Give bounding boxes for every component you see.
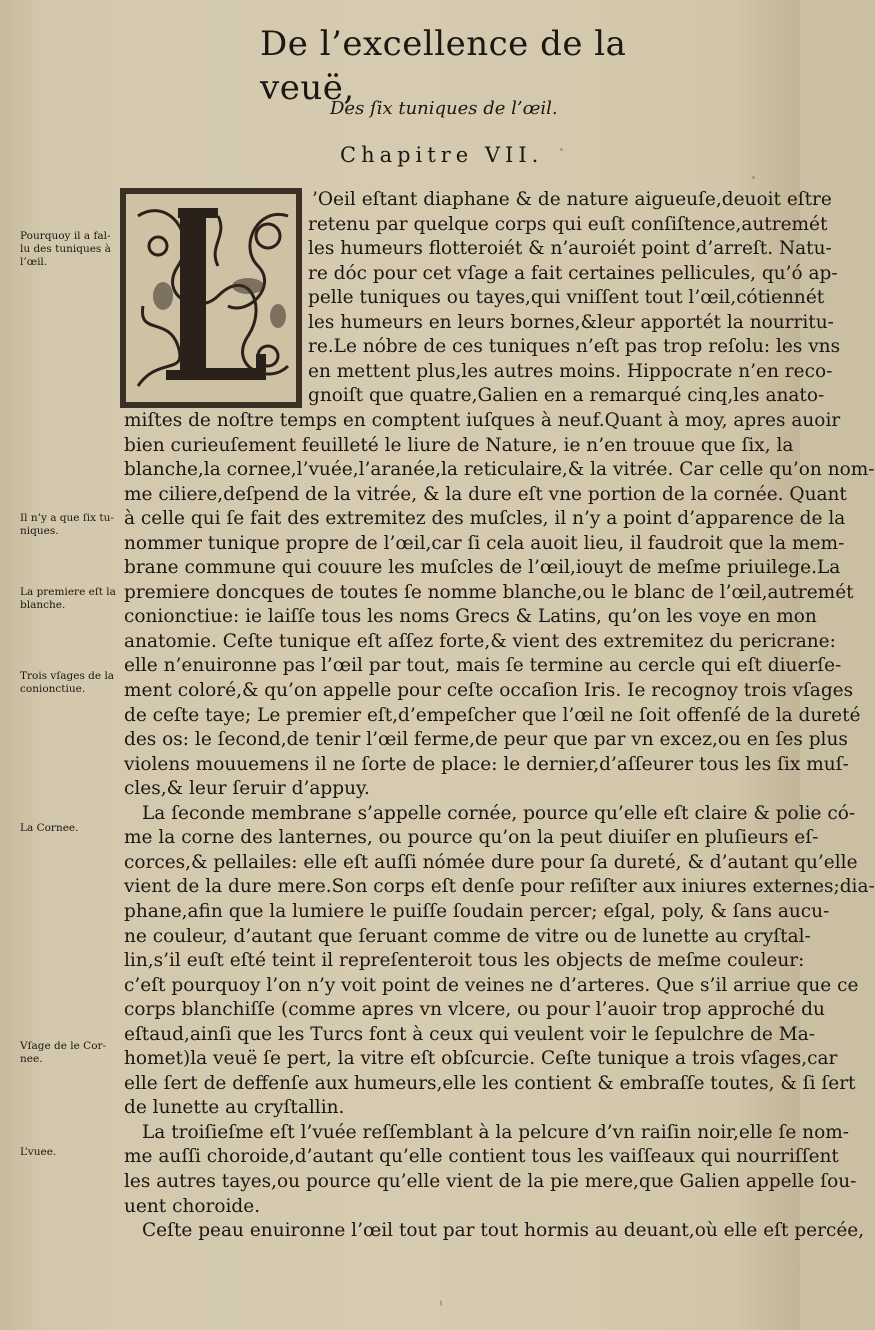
text-line: conionctiue: ie laiſſe tous les noms Grecs & Latins, qu’on les voye en mon xyxy=(124,606,817,628)
text-line: me ciliere,deſpend de la vitrée, & la dure eſt vne portion de la cornée. Quant xyxy=(124,483,847,505)
text-line: à celle qui ſe fait des extremitez des muſcles, il n’y a point d’apparence de la xyxy=(124,508,846,530)
text-line: nommer tunique propre de l’œil,car ſi cela auoit lieu, il faudroit que la mem- xyxy=(124,532,845,554)
text-line: bien curieuſement feuilleté le liure de Nature, ie n’en trouue que ſix, la xyxy=(124,434,794,456)
marginal-note-line: l’œil. xyxy=(20,256,48,268)
paper-speck xyxy=(752,176,755,179)
text-line: de lunette au cryſtallin. xyxy=(124,1097,345,1119)
section-title: Des ſix tuniques de l’œil. xyxy=(330,98,558,119)
text-line: retenu par quelque corps qui euſt conſiſtence,autremét xyxy=(308,213,828,235)
marginal-note-line: Vſage de le Cor- xyxy=(20,1040,107,1052)
text-line: eſtaud,ainſi que les Turcs font à ceux qui veulent voir le ſepulchre de Ma- xyxy=(124,1023,815,1045)
marginal-note xyxy=(20,1040,118,1066)
text-line: La troiſieſme eſt l’vuée reſſemblant à la pelcure d’vn raiſin noir,elle ſe nom- xyxy=(142,1121,850,1143)
marginal-note-line: conionctiue. xyxy=(20,683,86,695)
text-line: re.Le nóbre de ces tuniques n’eſt pas trop reſolu: les vns xyxy=(308,336,841,358)
text-line: corps blanchiſſe (comme apres vn vlcere, ou pour l’auoir trop approché du xyxy=(124,999,825,1021)
text-line: les humeurs flotteroiét & n’auroiét point d’arreſt. Natu- xyxy=(308,238,832,260)
text-line: me auſſi choroide,d’autant qu’elle contient tous les vaiſſeaux qui nourriſſent xyxy=(124,1146,839,1168)
text-line: blanche,la cornee,l’vuée,l’aranée,la reticulaire,& la vitrée. Car celle qu’on nom- xyxy=(124,459,875,481)
text-line: violens mouuemens il ne ſorte de place: le dernier,d’aſſeurer tous les ſix muſ- xyxy=(124,753,849,775)
text-line: phane,afin que la lumiere le puiſſe ſoudain percer; eſgal, poly, & ſans aucu- xyxy=(124,900,830,922)
text-line: en mettent plus,les autres moins. Hippocrate n’en reco- xyxy=(308,360,833,382)
text-line: Ceſte peau enuironne l’œil tout par tout hormis au deuant,où elle eſt percée, xyxy=(142,1220,865,1242)
marginal-note-line: niques. xyxy=(20,525,59,537)
text-line: cles,& leur ſeruir d’appuy. xyxy=(124,778,370,800)
text-line: gnoiſt que quatre,Galien en a remarqué cinq,les anato- xyxy=(308,385,825,407)
text-line: homet)la veuë ſe pert, la vitre eſt obſcurcie. Ceſte tunique a trois vſages,car xyxy=(124,1048,838,1070)
text-line: premiere doncques de toutes ſe nomme blanche,ou le blanc de l’œil,autremét xyxy=(124,581,854,603)
text-line: ’Oeil eſtant diaphane & de nature aigueuſe,deuoit eſtre xyxy=(312,189,832,210)
text-line: c’eſt pourquoy l’on n’y voit point de veines ne d’arteres. Que s’il arriue que ce xyxy=(124,974,859,996)
text-line: corces,& pellailes: elle eſt auſſi nómée dure pour ſa dureté, & d’autant qu’elle xyxy=(124,851,858,873)
text-line: elle n’enuironne pas l’œil par tout, mais ſe termine au cercle qui eſt diuerſe- xyxy=(124,655,842,677)
text-line: les humeurs en leurs bornes,&leur apportét la nourritu- xyxy=(308,311,834,333)
text-line: elle ſert de deffenſe aux humeurs,elle les contient & embraſſe toutes, & ſi ſert xyxy=(124,1072,856,1094)
text-line: La ſeconde membrane s’appelle cornée, pource qu’elle eſt claire & polie có- xyxy=(142,802,856,824)
text-line: me la corne des lanternes, ou pource qu’on la peut diuiſer en pluſieurs eſ- xyxy=(124,827,819,849)
marginal-note-line: blanche. xyxy=(20,599,66,611)
marginal-note-line: La premiere eſt la xyxy=(20,586,116,598)
text-line: des os: le ſecond,de tenir l’œil ferme,de peur que par vn excez,ou en ſes plus xyxy=(124,729,848,751)
text-line: vient de la dure mere.Son corps eſt denſe pour reſiſter aux iniures externes;dia- xyxy=(124,876,875,898)
marginal-note-line: lu des tuniques à xyxy=(20,243,111,255)
paper-speck xyxy=(560,148,563,151)
text-line: anatomie. Ceſte tunique eſt aſſez forte,& vient des extremitez du pericrane: xyxy=(124,630,836,652)
marginal-note-line: nee. xyxy=(20,1053,43,1065)
paper-speck xyxy=(440,1300,442,1306)
text-line: ment coloré,& qu’on appelle pour ceſte occaſion Iris. Ie recognoy trois vſages xyxy=(124,680,854,701)
text-line: brane commune qui couure les muſcles de l’œil,iouyt de meſme priuilege.La xyxy=(124,557,841,579)
marginal-note-line: Pourquoy il a fal- xyxy=(20,230,111,242)
text-line: ne couleur, d’autant que ſeruant comme de vitre ou de lunette au cryſtal- xyxy=(124,925,811,947)
text-line: miſtes de noſtre temps en comptent iuſques à neuf.Quant à moy, apres auoir xyxy=(124,409,841,431)
marginal-note xyxy=(20,230,118,269)
text-line: de ceſte taye; Le premier eſt,d’empeſcher que l’œil ne ſoit offenſé de la dureté xyxy=(124,704,861,726)
text-line: uent choroide. xyxy=(124,1195,261,1217)
marginal-note xyxy=(20,512,118,538)
marginal-note-line: L’vuee. xyxy=(20,1146,57,1158)
marginal-note-line: La Cornee. xyxy=(20,822,79,834)
text-line: les autres tayes,ou pource qu’elle vient de la pie mere,que Galien appelle ſou- xyxy=(124,1171,857,1192)
marginal-note-line: Il n’y a que ſix tu- xyxy=(20,512,114,524)
marginal-note xyxy=(20,670,118,696)
marginal-note xyxy=(20,1146,118,1159)
text-line: pelle tuniques ou tayes,qui vniſſent tout l’œil,cótiennét xyxy=(308,287,825,309)
text-line: lin,s’il euſt eſté teint il repreſenteroit tous les objects de meſme couleur: xyxy=(124,950,805,972)
marginal-note xyxy=(20,586,118,612)
chapter-title: Chapitre VII. xyxy=(340,143,544,167)
running-head: De l’excellence de la veuë, xyxy=(260,24,627,108)
text-line: re dóc pour cet vſage a fait certaines pellicules, qu’ó ap- xyxy=(308,262,838,284)
marginal-note-line: Trois vſages de la xyxy=(20,670,115,682)
marginal-note xyxy=(20,822,118,835)
